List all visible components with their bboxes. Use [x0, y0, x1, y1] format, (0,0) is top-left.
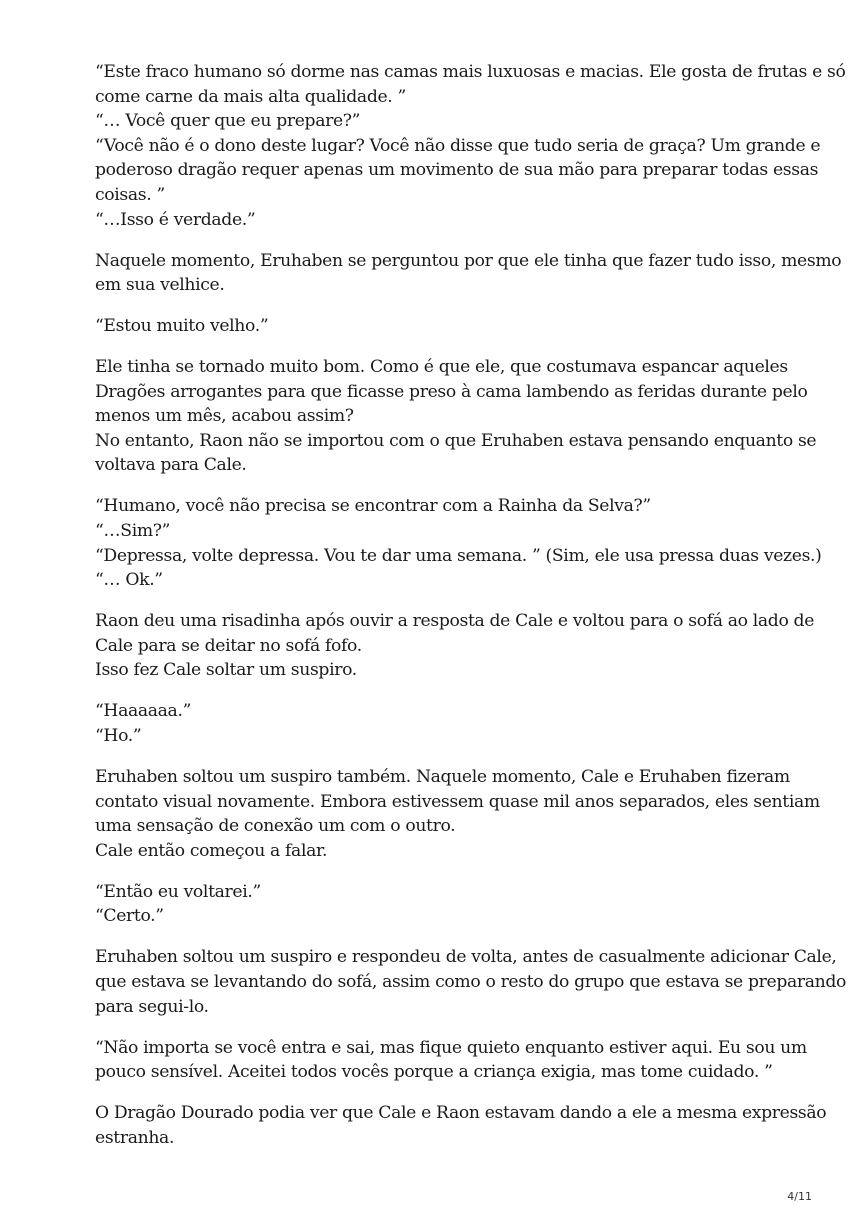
text-line: “…Isso é verdade.”	[95, 209, 256, 230]
text-line: “Ho.”	[95, 726, 142, 746]
text-line: pouco sensível. Aceitei todos vocês porque a criança exigia, mas tome cuidado. ”	[95, 1062, 773, 1083]
text-line: No entanto, Raon não se importou com o que Eruhaben estava pensando enquanto se	[95, 430, 817, 451]
text-line: para segui-lo.	[95, 996, 209, 1017]
paragraph	[95, 494, 822, 592]
text-line: “Não importa se você entra e sai, mas fique quieto enquanto estiver aqui. Eu sou um	[95, 1037, 807, 1058]
paragraph	[95, 1036, 807, 1085]
text-line: contato visual novamente. Embora estivessem quase mil anos separados, eles sentiam	[95, 791, 820, 812]
text-line: come carne da mais alta qualidade. ”	[95, 86, 406, 107]
paragraph	[95, 60, 846, 232]
text-line: Cale então começou a falar.	[95, 840, 328, 861]
text-line: Eruhaben soltou um suspiro e respondeu de volta, antes de casualmente adicionar Cale,	[95, 947, 837, 968]
text-line: Ele tinha se tornado muito bom. Como é que ele, que costumava espancar aqueles	[95, 357, 788, 378]
text-line: Dragões arrogantes para que ficasse preso à cama lambendo as feridas durante pelo	[95, 381, 808, 402]
text-line: O Dragão Dourado podia ver que Cale e Raon estavam dando a ele a mesma expressão	[95, 1103, 827, 1124]
text-line: “Depressa, volte depressa. Vou te dar uma semana. ” (Sim, ele usa pressa duas vezes.)	[95, 545, 822, 566]
text-line: voltava para Cale.	[95, 455, 247, 476]
text-line: menos um mês, acabou assim?	[95, 406, 354, 427]
paragraph	[95, 314, 795, 339]
text-line: em sua velhice.	[95, 275, 225, 296]
paragraph	[95, 609, 815, 683]
text-line: Naquele momento, Eruhaben se perguntou por que ele tinha que fazer tudo isso, mesmo	[95, 250, 842, 271]
text-line: “Então eu voltarei.”	[95, 881, 261, 902]
text-line: “Este fraco humano só dorme nas camas mais luxuosas e macias. Ele gosta de frutas e só	[95, 62, 846, 82]
text-line: estranha.	[95, 1127, 175, 1148]
text-line: “Você não é o dono deste lugar? Você não disse que tudo seria de graça? Um grande e	[95, 135, 821, 156]
text-line: uma sensação de conexão um com o outro.	[95, 816, 456, 837]
text-line: “Estou muito velho.”	[95, 316, 269, 337]
text-line: que estava se levantando do sofá, assim como o resto do grupo que estava se preparando	[95, 971, 847, 992]
text-line: coisas. ”	[95, 184, 165, 205]
page-number: 4/11	[787, 1190, 812, 1203]
paragraph	[95, 945, 847, 1019]
text-line: Raon deu uma risadinha após ouvir a resposta de Cale e voltou para o sofá ao lado de	[95, 611, 815, 632]
text-line: Cale para se deitar no sofá fofo.	[95, 635, 362, 656]
text-line: Eruhaben soltou um suspiro também. Naquele momento, Cale e Eruhaben fizeram	[95, 766, 790, 787]
text-line: “Certo.”	[95, 906, 164, 927]
text-line: “Humano, você não precisa se encontrar com a Rainha da Selva?”	[95, 496, 651, 517]
paragraph	[95, 699, 795, 748]
paragraph	[95, 1101, 827, 1150]
paragraph	[95, 880, 795, 929]
paragraph	[95, 765, 820, 863]
text-line: “…Sim?”	[95, 521, 171, 542]
text-line: “… Você quer que eu prepare?”	[95, 111, 361, 132]
paragraph	[95, 355, 817, 478]
text-line: “Haaaaaa.”	[95, 701, 192, 722]
text-line: Isso fez Cale soltar um suspiro.	[95, 660, 357, 681]
document-body	[95, 60, 847, 1167]
paragraph	[95, 249, 842, 298]
text-line: poderoso dragão requer apenas um movimento de sua mão para preparar todas essas	[95, 160, 819, 181]
text-line: “… Ok.”	[95, 570, 163, 591]
